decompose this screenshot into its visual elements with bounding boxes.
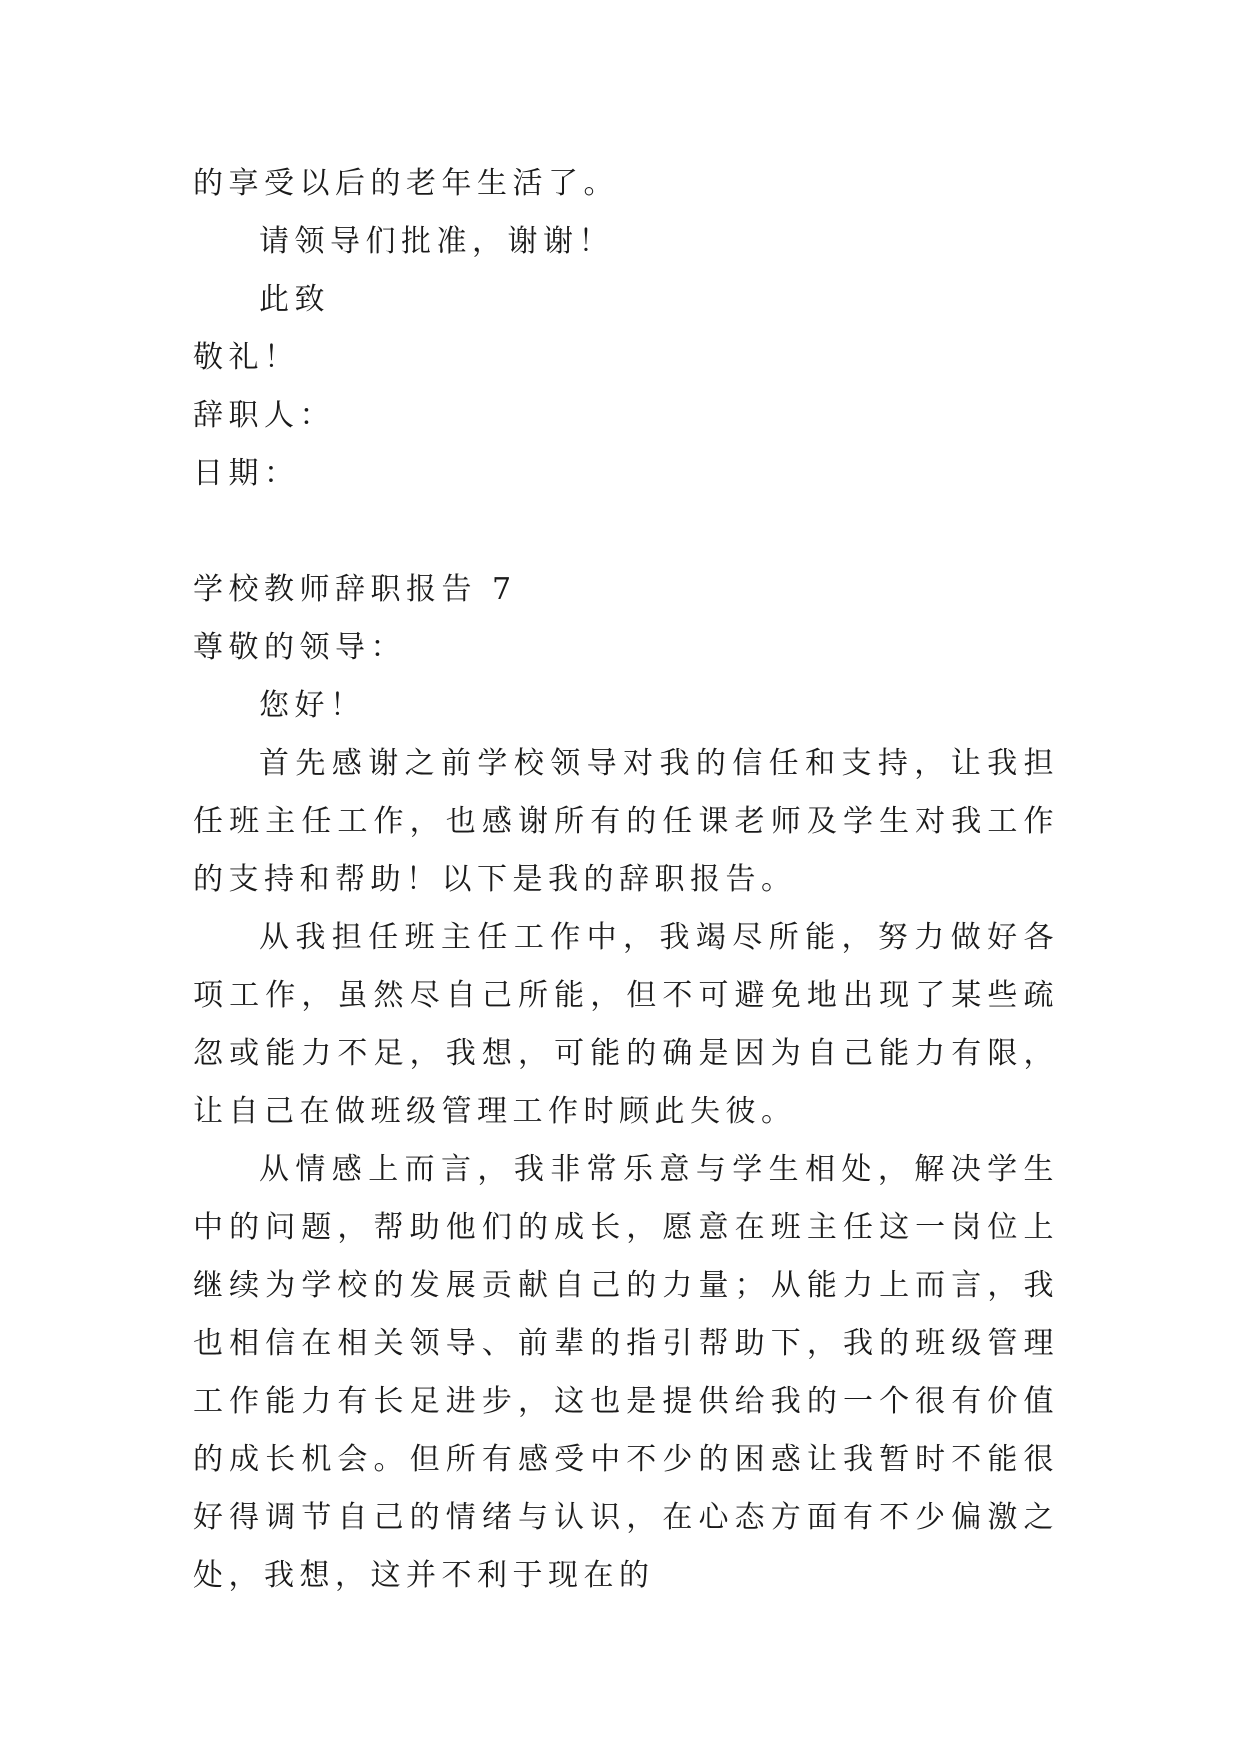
document-page — [193, 155, 1059, 1605]
section-title: 学校教师辞职报告 7 — [193, 572, 517, 607]
regards-line: 敬礼！ — [193, 340, 300, 375]
closing-line: 的享受以后的老年生活了。 — [193, 166, 619, 201]
recipient-line: 尊敬的领导： — [193, 630, 406, 665]
salutation-close: 此致 — [259, 282, 330, 317]
request-line: 请领导们批准，谢谢！ — [259, 224, 614, 259]
body-paragraph-3: 从情感上而言，我非常乐意与学生相处，解决学生中的问题，帮助他们的成长，愿意在班主任这一岗位上继续为学校的发展贡献自己的力量；从能力上而言，我也相信在相关领导、前辈的指引帮助下，我的班级管理工作能力有长足进步，这也是提供给我的一个很有价值的成长机会。但所有感受中不少的困惑让我暂时不能很好得调节自己的情绪与认识，在心态方面有不少偏激之处，我想，这并不利于现在的 — [193, 1152, 1059, 1593]
date-label: 日期： — [193, 456, 300, 491]
signer-label: 辞职人： — [193, 398, 335, 433]
body-paragraph-2: 从我担任班主任工作中，我竭尽所能，努力做好各项工作，虽然尽自己所能，但不可避免地出现了某些疏忽或能力不足，我想，可能的确是因为自己能力有限，让自己在做班级管理工作时顾此失彼。 — [193, 920, 1059, 1129]
greeting-line: 您好！ — [259, 688, 366, 723]
body-paragraph-1: 首先感谢之前学校领导对我的信任和支持，让我担任班主任工作，也感谢所有的任课老师及学生对我工作的支持和帮助！以下是我的辞职报告。 — [193, 746, 1059, 897]
